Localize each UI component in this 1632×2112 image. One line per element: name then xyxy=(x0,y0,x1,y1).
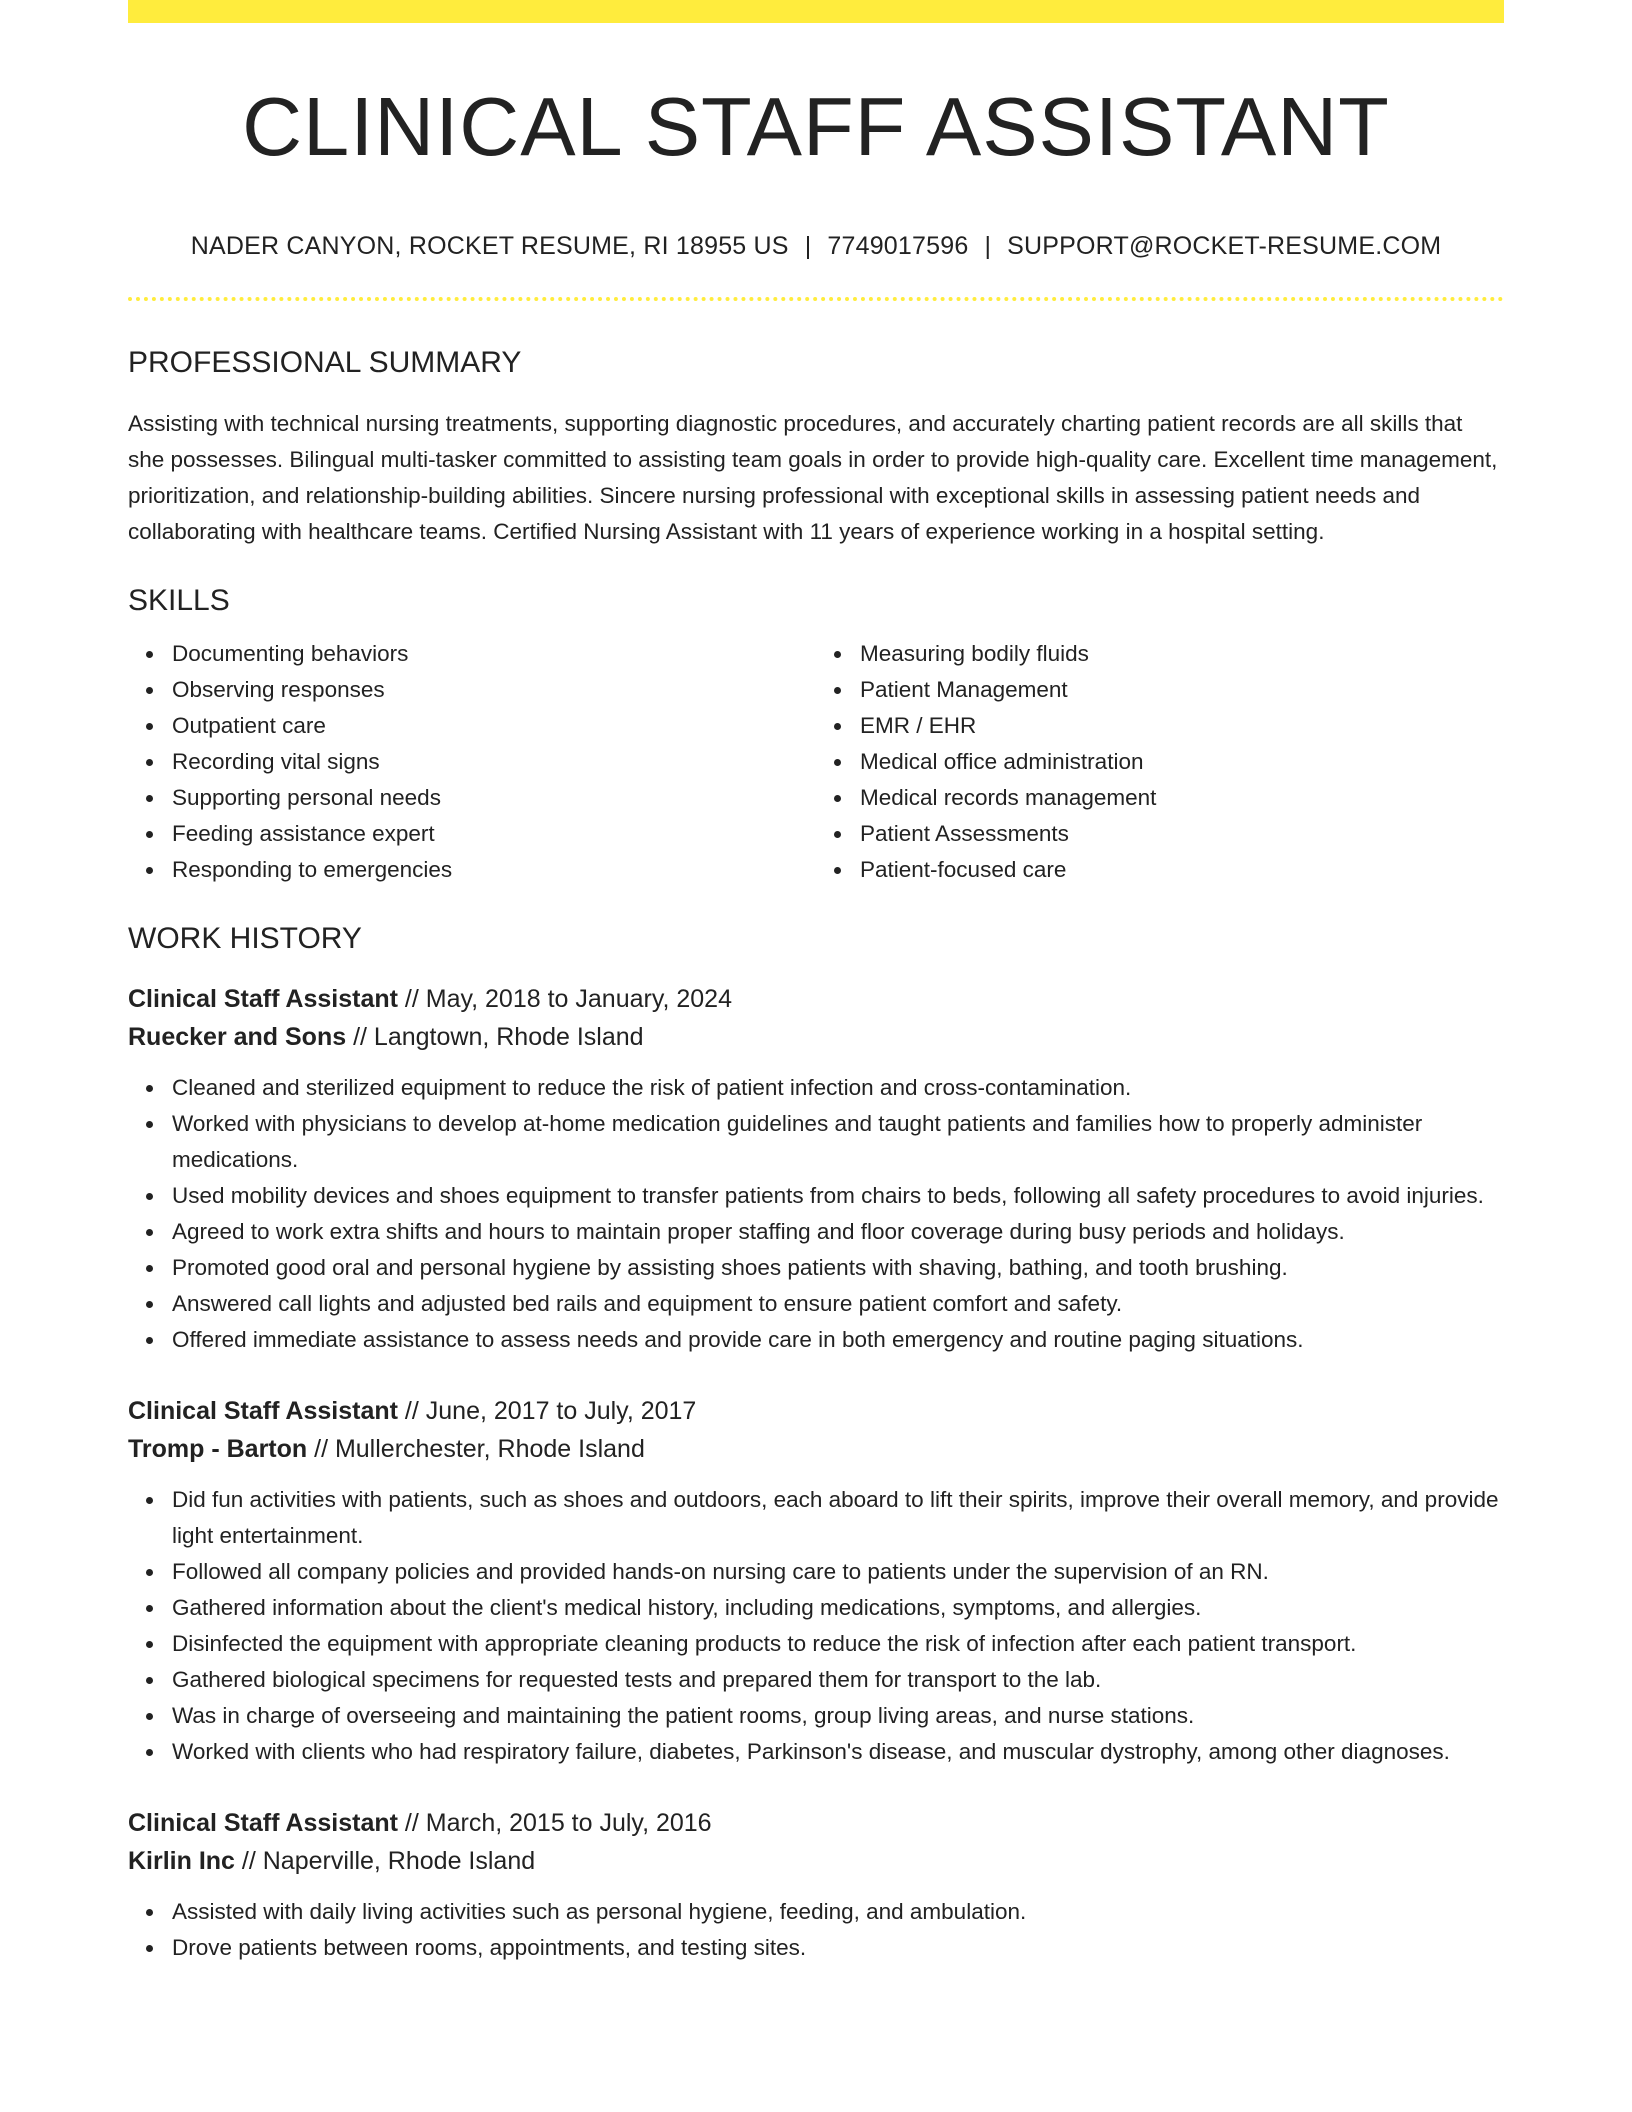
job-title-line xyxy=(128,980,1504,1018)
job-bullet: Worked with clients who had respiratory failure, diabetes, Parkinson's disease, and muscular dystrophy, among other diagnoses. xyxy=(172,1734,1504,1770)
job-bullet: Used mobility devices and shoes equipment to transfer patients from chairs to beds, following all safety procedures to avoid injuries. xyxy=(172,1178,1504,1214)
job-dates: // March, 2015 to July, 2016 xyxy=(397,1809,712,1837)
work-history-heading: WORK HISTORY xyxy=(128,922,362,955)
top-accent-bar xyxy=(128,0,1504,23)
contact-email: SUPPORT@ROCKET-RESUME.COM xyxy=(1007,232,1442,260)
job-bullet: Cleaned and sterilized equipment to reduce the risk of patient infection and cross-contamination. xyxy=(172,1070,1504,1106)
skill-item: Measuring bodily fluids xyxy=(860,636,1504,672)
job-bullet: Was in charge of overseeing and maintaining the patient rooms, group living areas, and nurse stations. xyxy=(172,1698,1504,1734)
job-role: Clinical Staff Assistant xyxy=(128,1397,398,1425)
job-company: Kirlin Inc xyxy=(128,1847,235,1875)
summary-text: Assisting with technical nursing treatments, supporting diagnostic procedures, and accurately charting patient records are all skills that she possesses. Bilingual multi-tasker committed to assisting team goals in order to provide high-quality care. Excellent time management, prioritization, and relationship-building abilities. Sincere nursing professional with exceptional skills in assessing patient needs and collaborating with healthcare teams. Certified Nursing Assistant with 11 years of experience working in a hospital setting. xyxy=(128,411,1498,544)
contact-line xyxy=(128,234,1504,259)
job-bullet: Answered call lights and adjusted bed rails and equipment to ensure patient comfort and safety. xyxy=(172,1286,1504,1322)
contact-separator: | xyxy=(804,232,812,260)
skills-heading: SKILLS xyxy=(128,584,230,617)
job-location: // Langtown, Rhode Island xyxy=(346,1023,644,1051)
job-bullets xyxy=(128,1482,1504,1770)
job-bullet: Promoted good oral and personal hygiene by assisting shoes patients with shaving, bathing, and tooth brushing. xyxy=(172,1250,1504,1286)
job-title-line xyxy=(128,1392,1504,1430)
job-bullets xyxy=(128,1894,1504,1966)
job-entry xyxy=(128,980,1504,1358)
contact-phone: 7749017596 xyxy=(827,232,969,260)
skill-item: EMR / EHR xyxy=(860,708,1504,744)
job-bullet: Did fun activities with patients, such as shoes and outdoors, each aboard to lift their spirits, improve their overall memory, and provide light entertainment. xyxy=(172,1482,1504,1554)
skills-list-right xyxy=(816,636,1504,888)
job-bullet: Drove patients between rooms, appointments, and testing sites. xyxy=(172,1930,1504,1966)
job-location: // Naperville, Rhode Island xyxy=(234,1847,536,1875)
skill-item: Patient Assessments xyxy=(860,816,1504,852)
skill-item: Outpatient care xyxy=(172,708,816,744)
job-role: Clinical Staff Assistant xyxy=(128,1809,398,1837)
job-entry xyxy=(128,1392,1504,1770)
job-company: Ruecker and Sons xyxy=(128,1023,347,1051)
job-location: // Mullerchester, Rhode Island xyxy=(307,1435,645,1463)
job-role: Clinical Staff Assistant xyxy=(128,985,398,1013)
skill-item: Supporting personal needs xyxy=(172,780,816,816)
contact-separator: | xyxy=(984,232,992,260)
job-bullet: Followed all company policies and provided hands-on nursing care to patients under the supervision of an RN. xyxy=(172,1554,1504,1590)
job-bullet: Assisted with daily living activities such as personal hygiene, feeding, and ambulation. xyxy=(172,1894,1504,1930)
skill-item: Medical records management xyxy=(860,780,1504,816)
job-company: Tromp - Barton xyxy=(128,1435,308,1463)
skill-item: Documenting behaviors xyxy=(172,636,816,672)
job-company-line xyxy=(128,1018,1504,1056)
skill-item: Observing responses xyxy=(172,672,816,708)
skills-grid xyxy=(128,636,1504,888)
skill-item: Recording vital signs xyxy=(172,744,816,780)
job-company-line xyxy=(128,1842,1504,1880)
job-bullet: Gathered biological specimens for requested tests and prepared them for transport to the lab. xyxy=(172,1662,1504,1698)
job-dates: // June, 2017 to July, 2017 xyxy=(397,1397,697,1425)
skills-list-left xyxy=(128,636,816,888)
skill-item: Patient-focused care xyxy=(860,852,1504,888)
job-dates: // May, 2018 to January, 2024 xyxy=(397,985,732,1013)
job-bullet: Gathered information about the client's medical history, including medications, symptoms, and allergies. xyxy=(172,1590,1504,1626)
skill-item: Patient Management xyxy=(860,672,1504,708)
job-bullet: Worked with physicians to develop at-home medication guidelines and taught patients and families how to properly administer medications. xyxy=(172,1106,1504,1178)
skill-item: Feeding assistance expert xyxy=(172,816,816,852)
skill-item: Medical office administration xyxy=(860,744,1504,780)
job-title-line xyxy=(128,1804,1504,1842)
job-bullet: Disinfected the equipment with appropriate cleaning products to reduce the risk of infection after each patient transport. xyxy=(172,1626,1504,1662)
job-company-line xyxy=(128,1430,1504,1468)
job-bullet: Agreed to work extra shifts and hours to maintain proper staffing and floor coverage during busy periods and holidays. xyxy=(172,1214,1504,1250)
skill-item: Responding to emergencies xyxy=(172,852,816,888)
contact-address: NADER CANYON, ROCKET RESUME, RI 18955 US xyxy=(190,232,789,260)
job-bullets xyxy=(128,1070,1504,1358)
page-title: CLINICAL STAFF ASSISTANT xyxy=(242,80,1390,173)
summary-heading: PROFESSIONAL SUMMARY xyxy=(128,346,522,379)
job-entry xyxy=(128,1804,1504,1966)
job-bullet: Offered immediate assistance to assess needs and provide care in both emergency and routine paging situations. xyxy=(172,1322,1504,1358)
resume-page xyxy=(128,0,1504,1966)
dotted-divider xyxy=(128,297,1504,301)
